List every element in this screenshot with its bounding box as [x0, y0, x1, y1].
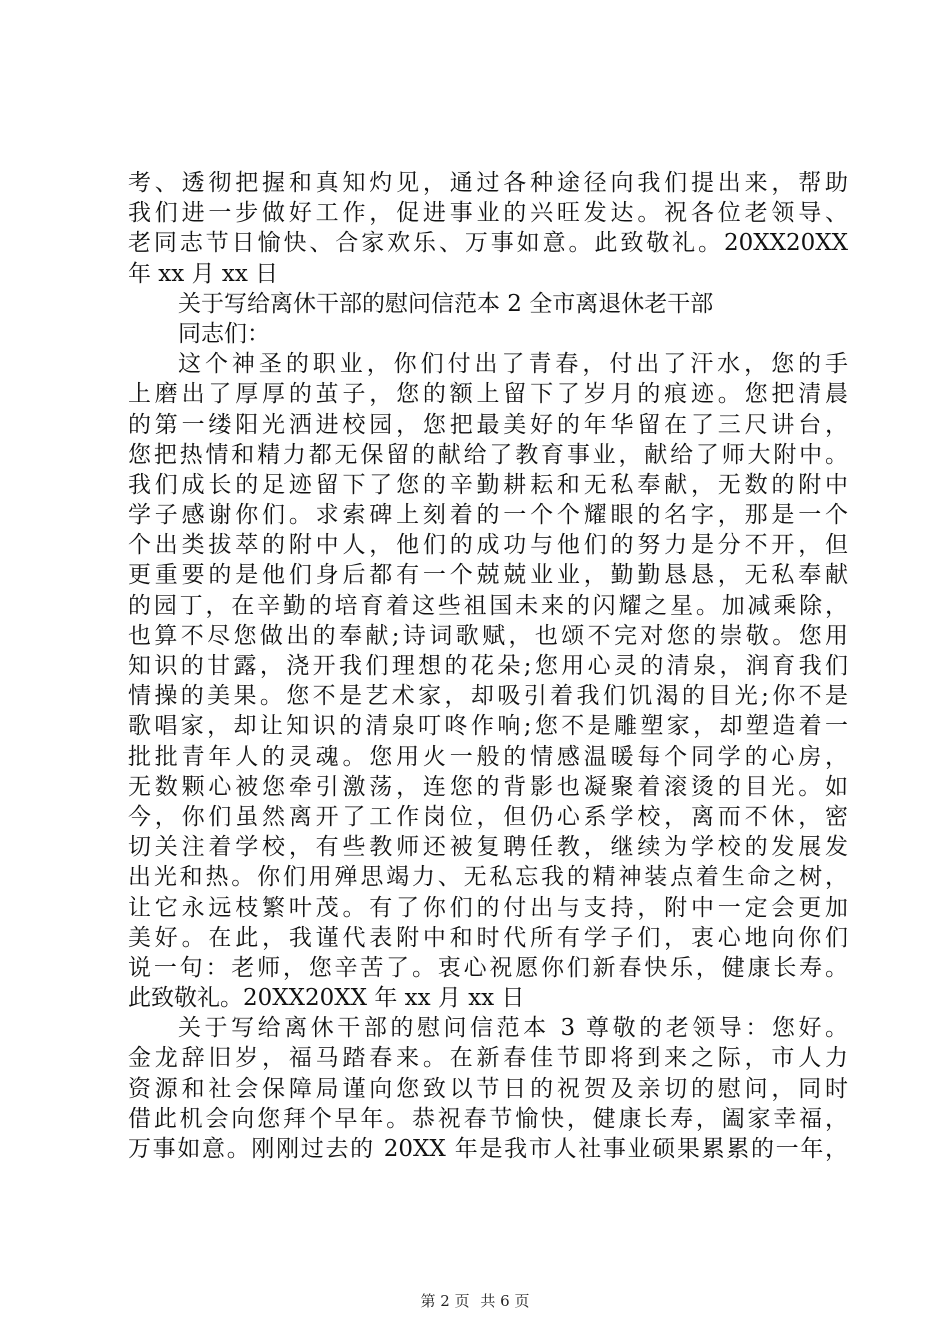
text-line: 美好。在此，我谨代表附中和时代所有学子们，衷心地向你们 [128, 924, 848, 951]
text-line: 今，你们虽然离开了工作岗位，但仍心系学校，离而不休，密 [128, 803, 848, 830]
page-total: 共 6 页 [480, 1292, 530, 1310]
text-line: 关于写给离休干部的慰问信范本 2 全市离退休老干部 [178, 290, 714, 317]
text-line: 此致敬礼。20XX20XX 年 xx 月 xx 日 [128, 985, 525, 1012]
text-line: 出光和热。你们用殚思竭力、无私忘我的精神装点着生命之树， [128, 864, 848, 891]
text-line: 资源和社会保障局谨向您致以节日的祝贺及亲切的慰问，同时 [128, 1075, 848, 1102]
text-line: 金龙辞旧岁，福马踏春来。在新春佳节即将到来之际，市人力 [128, 1045, 848, 1072]
text-line: 年 xx 月 xx 日 [128, 260, 279, 287]
text-line: 情操的美果。您不是艺术家，却吸引着我们饥渴的目光;你不是 [128, 683, 848, 710]
text-line: 无数颗心被您牵引激荡，连您的背影也凝聚着滚烫的目光。如 [128, 773, 848, 800]
page-number: 第 2 页 [420, 1292, 470, 1310]
text-line: 切关注着学校，有些教师还被复聘任教，继续为学校的发展发 [128, 834, 848, 861]
text-line: 学子感谢你们。求索碑上刻着的一个个耀眼的名字，那是一个 [128, 502, 848, 529]
text-line: 借此机会向您拜个早年。恭祝春节愉快，健康长寿，阖家幸福， [128, 1105, 848, 1132]
document-body [128, 168, 848, 1164]
text-line: 关于写给离休干部的慰问信范本 3 尊敬的老领导：您好。 [178, 1015, 848, 1042]
text-line: 我们进一步做好工作，促进事业的兴旺发达。祝各位老领导、 [128, 200, 848, 227]
text-line: 您把热情和精力都无保留的献给了教育事业，献给了师大附中。 [128, 441, 848, 468]
text-line: 考、透彻把握和真知灼见，通过各种途径向我们提出来，帮助 [128, 170, 848, 196]
text-line: 老同志节日愉快、合家欢乐、万事如意。此致敬礼。20XX20XX [128, 230, 848, 257]
page-footer [0, 1290, 950, 1311]
text-line: 万事如意。刚刚过去的 20XX 年是我市人社事业硕果累累的一年， [128, 1136, 848, 1162]
text-line: 这个神圣的职业，你们付出了青春，付出了汗水，您的手 [178, 351, 848, 378]
text-line: 的第一缕阳光洒进校园，您把最美好的年华留在了三尺讲台， [128, 411, 848, 438]
text-line: 知识的甘露，浇开我们理想的花朵;您用心灵的清泉，润育我们 [128, 653, 848, 679]
text-line: 同志们： [178, 320, 270, 347]
text-line: 批批青年人的灵魂。您用火一般的情感温暖每个同学的心房， [128, 743, 848, 770]
text-line: 个出类拔萃的附中人，他们的成功与他们的努力是分不开，但 [128, 532, 848, 559]
text-line: 的园丁，在辛勤的培育着这些祖国未来的闪耀之星。加减乘除， [128, 592, 848, 619]
text-line: 说一句：老师，您辛苦了。衷心祝愿你们新春快乐，健康长寿。 [128, 954, 848, 981]
text-line: 也算不尽您做出的奉献;诗词歌赋，也颂不完对您的崇敬。您用 [128, 622, 848, 649]
text-line: 歌唱家，却让知识的清泉叮咚作响;您不是雕塑家，却塑造着一 [128, 713, 848, 740]
text-line: 更重要的是他们身后都有一个兢兢业业，勤勤恳恳，无私奉献 [128, 562, 848, 589]
text-line: 上磨出了厚厚的茧子，您的额上留下了岁月的痕迹。您把清晨 [128, 381, 848, 408]
text-line: 让它永远枝繁叶茂。有了你们的付出与支持，附中一定会更加 [128, 894, 848, 921]
text-line: 我们成长的足迹留下了您的辛勤耕耘和无私奉献，无数的附中 [128, 471, 848, 498]
